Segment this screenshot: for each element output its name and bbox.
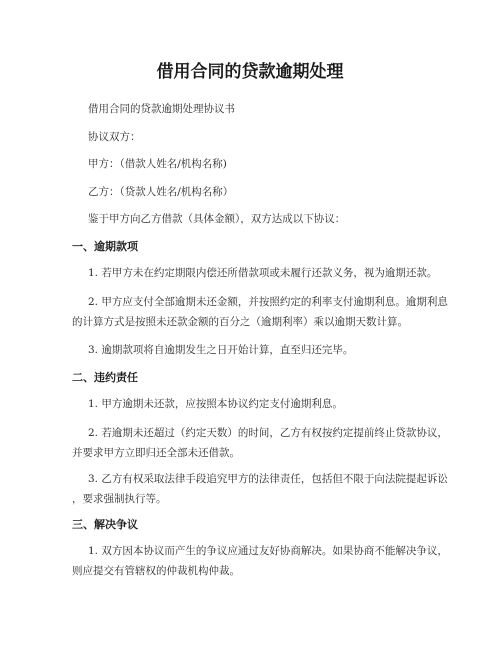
paragraph-line: 并要求甲方立即归还全部未还借款。 <box>72 447 240 459</box>
paragraph-line: 3. 乙方有权采取法律手段追究甲方的法律责任，包括但不限于向法院提起诉讼 <box>88 473 448 485</box>
section-3-item-1 <box>72 541 448 581</box>
paragraph-line: 1. 双方因本协议而产生的争议应通过友好协商解决。如果协商不能解决争议， <box>88 545 448 557</box>
section-heading-disputes: 三、解决争议 <box>72 518 138 531</box>
party-a-line: 甲方：（借款人姓名/机构名称) <box>88 158 227 170</box>
section-2-item-2 <box>72 423 448 463</box>
section-heading-liability: 二、违约责任 <box>72 371 138 384</box>
section-1-item-1 <box>72 263 438 283</box>
section-heading-overdue: 一、逾期款项 <box>72 240 138 253</box>
section-2-item-3 <box>72 469 448 509</box>
preamble-line: 鉴于甲方向乙方借款（具体金额），双方达成以下协议： <box>88 213 346 225</box>
section-1-item-2 <box>72 292 448 332</box>
party-b-line: 乙方：（贷款人姓名/机构名称） <box>88 186 234 198</box>
parties-label: 协议双方： <box>88 131 141 143</box>
paragraph-line: 1. 若甲方未在约定期限内偿还所借款项或未履行还款义务，视为逾期还款。 <box>88 267 438 279</box>
paragraph-line: ，要求强制执行等。 <box>72 493 167 505</box>
paragraph-line: 2. 若逾期未还超过（约定天数）的时间，乙方有权按约定提前终止贷款协议， <box>88 427 448 439</box>
paragraph-line: 1. 甲方逾期未还款，应按照本协议约定支付逾期利息。 <box>88 398 343 410</box>
agreement-subtitle: 借用合同的贷款逾期处理协议书 <box>88 103 235 115</box>
document-title: 借用合同的贷款逾期处理 <box>156 62 344 82</box>
paragraph-line: 2. 甲方应支付全部逾期未还金额，并按照约定的利率支付逾期利息。逾期利息 <box>88 296 448 308</box>
section-1-item-3 <box>72 340 432 360</box>
paragraph-line: 则应提交有管辖权的仲裁机构仲裁。 <box>72 565 240 577</box>
paragraph-line: 的计算方式是按照未还款金额的百分之（逾期利率）乘以逾期天数计算。 <box>72 316 408 328</box>
paragraph-line: 3. 逾期款项将自逾期发生之日开始计算，直至归还完毕。 <box>88 344 354 356</box>
section-2-item-1 <box>72 394 432 414</box>
